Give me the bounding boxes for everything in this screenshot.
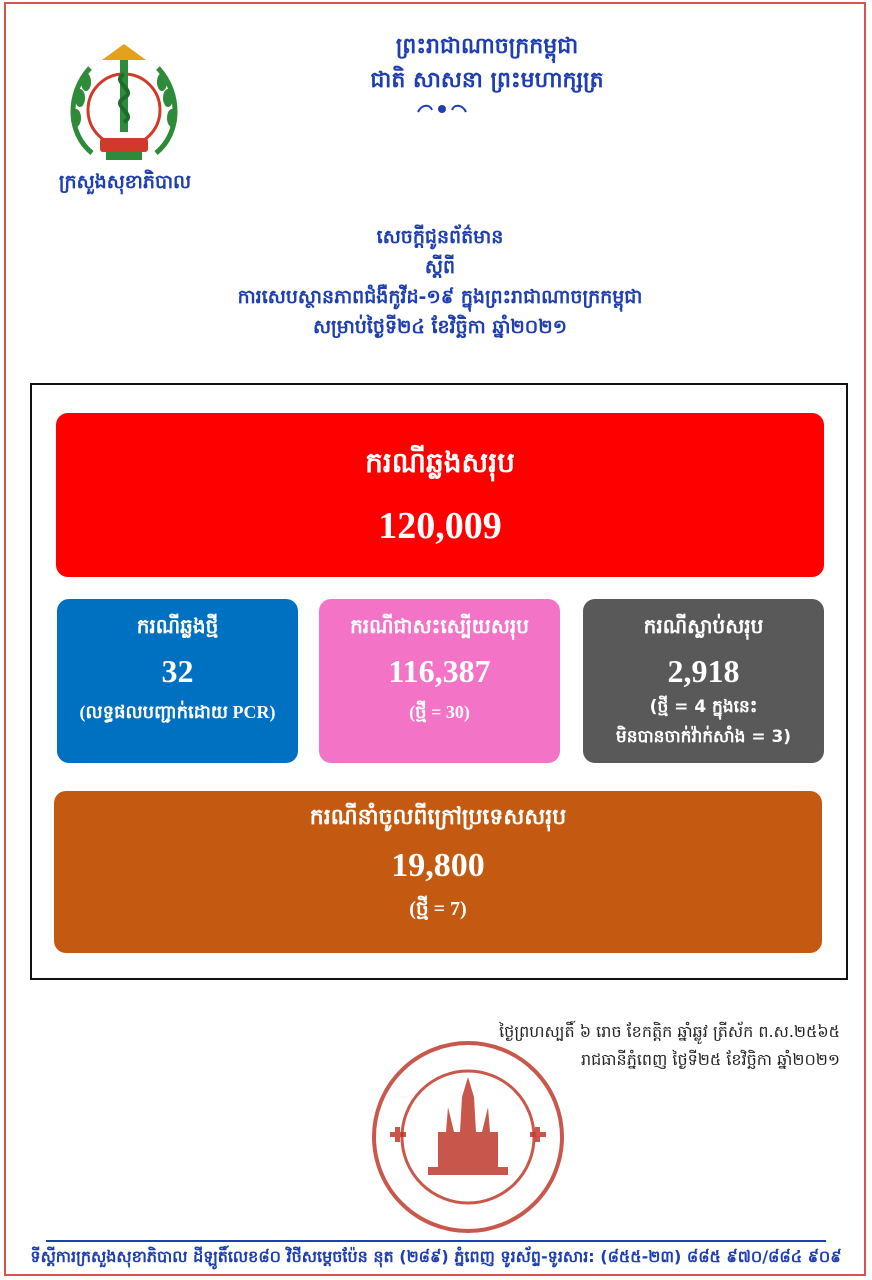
new-cases-value: 32 — [161, 653, 194, 689]
imported-value: 19,800 — [391, 847, 485, 884]
deaths-note-1: (ថ្មី = 4 ក្នុងនេះ — [649, 697, 758, 717]
kingdom-motto — [262, 30, 712, 98]
new-cases-card — [57, 599, 298, 763]
recovered-note: (ថ្មី = 30) — [409, 702, 470, 722]
ministry-name: ក្រសួងសុខាភិបាល — [58, 171, 192, 193]
title-line-4: សម្រាប់ថ្ងៃទី២៤ ខែវិច្ឆិកា ឆ្នាំ២០២១ — [312, 316, 568, 338]
date-block — [360, 1018, 840, 1074]
deaths-note-2: មិនបានចាក់វ៉ាក់សាំង = 3) — [615, 727, 792, 747]
ministry-logo — [62, 38, 186, 168]
kingdom-name: ព្រះរាជាណាចក្រកម្ពុជា — [395, 34, 579, 59]
title-line-1: សេចក្ដីជូនព័ត៌មាន — [376, 226, 504, 248]
total-cases-label: ករណីឆ្លងសរុប — [365, 446, 515, 479]
deaths-card — [583, 599, 824, 763]
ornament-divider — [412, 100, 472, 120]
lunar-date: ថ្ងៃព្រហស្បតិ៍ ៦ រោច ខែកត្ដិក ឆ្នាំឆ្លូវ ត្រីស័ក ព.ស.២៥៦៥ — [499, 1022, 840, 1041]
imported-cases-card — [54, 791, 822, 953]
deaths-label: ករណីស្លាប់សរុប — [643, 614, 764, 638]
total-cases-card — [56, 413, 824, 577]
title-line-2: ស្ដីពី — [424, 256, 456, 278]
footer-address: ទីស្ដីការក្រសួងសុខាភិបាល ដីឡូតិ៍លេខ៨០ វិថីសម្ដេចប៉ែន នុត (២៨៩) ភ្នំពេញ ទូរស័ព្ទ-ទូរសារ: (៨៥៥-២៣) ៨៨៥ ៩៧០/៨៨៤ ៩០៩ — [30, 1247, 842, 1266]
footer-divider — [46, 1240, 826, 1242]
new-cases-label: ករណីឆ្លងថ្មី — [136, 614, 219, 638]
recovered-value: 116,387 — [388, 653, 491, 689]
recovered-card — [319, 599, 560, 763]
deaths-value: 2,918 — [667, 653, 740, 689]
new-cases-note: (លទ្ធផលបញ្ជាក់ដោយ PCR) — [79, 702, 276, 722]
title-line-3: ការសេបស្ថានភាពជំងឺកូវីដ-១៩ ក្នុងព្រះរាជាណាចក្រកម្ពុជា — [237, 286, 643, 308]
imported-label: ករណីនាំចូលពីក្រៅប្រទេសសរុប — [309, 805, 567, 830]
national-motto: ជាតិ សាសនា ព្រះមហាក្សត្រ — [370, 68, 604, 93]
imported-note: (ថ្មី = 7) — [409, 898, 467, 920]
solar-date: រាជធានីភ្នំពេញ ថ្ងៃទី២៥ ខែវិច្ឆិកា ឆ្នាំ២០២១ — [580, 1050, 840, 1069]
recovered-label: ករណីជាសះស្បើយសរុប — [350, 614, 529, 638]
total-cases-value: 120,009 — [378, 505, 502, 547]
document-title — [150, 222, 730, 342]
